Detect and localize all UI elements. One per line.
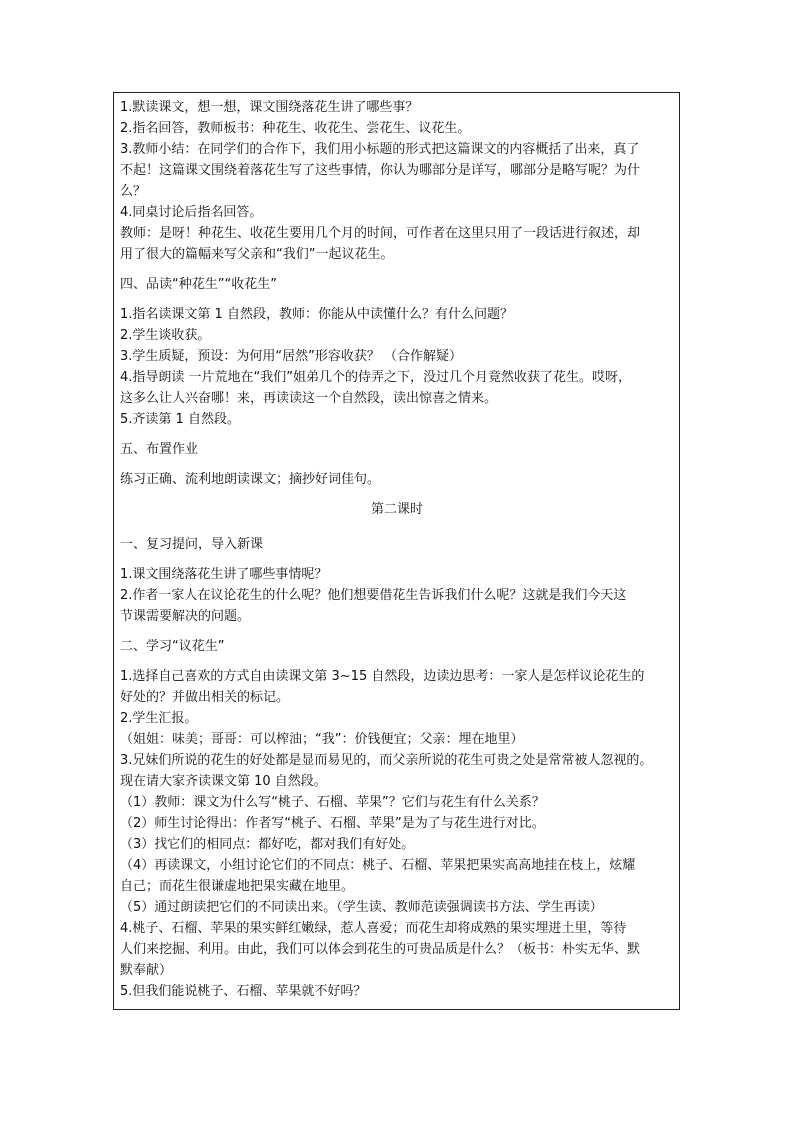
text-line: 2.指名回答，教师板书：种花生、收花生、尝花生、议花生。 bbox=[120, 121, 471, 136]
text-line: 现在请大家齐读课文第 10 自然段。 bbox=[120, 774, 327, 789]
section-heading: 四、品读“种花生”“收花生” bbox=[120, 277, 277, 292]
text-line: 5.但我们能说桃子、石榴、苹果就不好吗？ bbox=[120, 984, 367, 999]
homework-text: 练习正确、流利地朗读课文；摘抄好词佳句。 bbox=[120, 472, 381, 487]
text-line: 4.桃子、石榴、苹果的果实鲜红嫩绿，惹人喜爱；而花生却将成熟的果实埋进土里，等待 bbox=[120, 921, 627, 936]
text-line: 用了很大的篇幅来写父亲和“我们”一起议花生。 bbox=[120, 247, 394, 262]
text-line: 3.兄妹们所说的花生的好处都是显而易见的，而父亲所说的花生可贵之处是常常被人忽视的。 bbox=[120, 753, 653, 768]
text-line: （1）教师：课文为什么写“桃子、石榴、苹果”？它们与花生有什么关系？ bbox=[120, 795, 545, 810]
text-line: 2.学生谈收获。 bbox=[120, 328, 211, 343]
text-line: 好处的？并做出相关的标记。 bbox=[120, 690, 290, 705]
text-line: 默奉献） bbox=[120, 963, 173, 978]
lesson-title: 第二课时 bbox=[370, 502, 423, 517]
text-line: 不起！这篇课文围绕着落花生写了这些事情，你认为哪部分是详写，哪部分是略写呢？为什 bbox=[120, 163, 641, 178]
text-line: 1.选择自己喜欢的方式自由读课文第 3~15 自然段，边读边思考：一家人是怎样议论花生的 bbox=[120, 669, 645, 684]
text-line: 人们来挖掘、利用。由此，我们可以体会到花生的可贵品质是什么？（板书：朴实无华、默 bbox=[120, 942, 641, 957]
text-line: 1.课文围绕落花生讲了哪些事情呢？ bbox=[120, 567, 328, 582]
text-line: 5.齐读第 1 自然段。 bbox=[120, 412, 240, 427]
study-body bbox=[120, 666, 674, 1002]
section-heading: 二、学习“议花生” bbox=[120, 639, 225, 654]
section-4-body bbox=[120, 304, 674, 430]
text-line: 教师：是呀！种花生、收花生要用几个月的时间，可作者在这里只用了一段话进行叙述，却 bbox=[120, 226, 641, 241]
text-line: 这多么让人兴奋哪！来，再读读这一个自然段，读出惊喜之情来。 bbox=[120, 391, 498, 406]
section-heading: 五、布置作业 bbox=[120, 442, 199, 457]
text-line: 1.默读课文，想一想，课文围绕落花生讲了哪些事？ bbox=[120, 100, 419, 115]
section-heading: 一、复习提问，导入新课 bbox=[120, 537, 264, 552]
text-line: 3.教师小结：在同学们的合作下，我们用小标题的形式把这篇课文的内容概括了出来，真了 bbox=[120, 142, 640, 157]
review-body bbox=[120, 564, 674, 627]
text-line: 么？ bbox=[120, 184, 147, 199]
text-line: 自己；而花生很谦虚地把果实藏在地里。 bbox=[120, 879, 355, 894]
text-line: 2.学生汇报。 bbox=[120, 711, 198, 726]
text-line: 节课需要解决的问题。 bbox=[120, 609, 251, 624]
text-line: 4.指导朗读 一片荒地在“我们”姐弟几个的侍弄之下，没过几个月竟然收获了花生。哎呀， bbox=[120, 370, 632, 385]
lesson-plan-table-cell bbox=[113, 92, 680, 1010]
text-line: （4）再读课文，小组讨论它们的不同点：桃子、石榴、苹果把果实高高地挂在枝上，炫耀 bbox=[120, 858, 636, 873]
text-line: （5）通过朗读把它们的不同读出来。（学生读、教师范读强调读书方法、学生再读） bbox=[120, 900, 603, 915]
text-line: 1.指名读课文第 1 自然段，教师：你能从中读懂什么？有什么问题？ bbox=[120, 307, 513, 322]
text-line: （姐姐：味美；哥哥：可以榨油；“我”：价钱便宜；父亲：埋在地里） bbox=[120, 732, 524, 747]
section-top bbox=[120, 97, 674, 265]
text-line: （3）找它们的相同点：都好吃，都对我们有好处。 bbox=[120, 837, 415, 852]
text-line: 4.同桌讨论后指名回答。 bbox=[120, 205, 263, 220]
text-line: 3.学生质疑，预设：为何用“居然”形容收获？ （合作解疑） bbox=[120, 349, 463, 364]
text-line: 2.作者一家人在议论花生的什么呢？他们想要借花生告诉我们什么呢？这就是我们今天这 bbox=[120, 588, 627, 603]
text-line: （2）师生讨论得出：作者写“桃子、石榴、苹果”是为了与花生进行对比。 bbox=[120, 816, 545, 831]
